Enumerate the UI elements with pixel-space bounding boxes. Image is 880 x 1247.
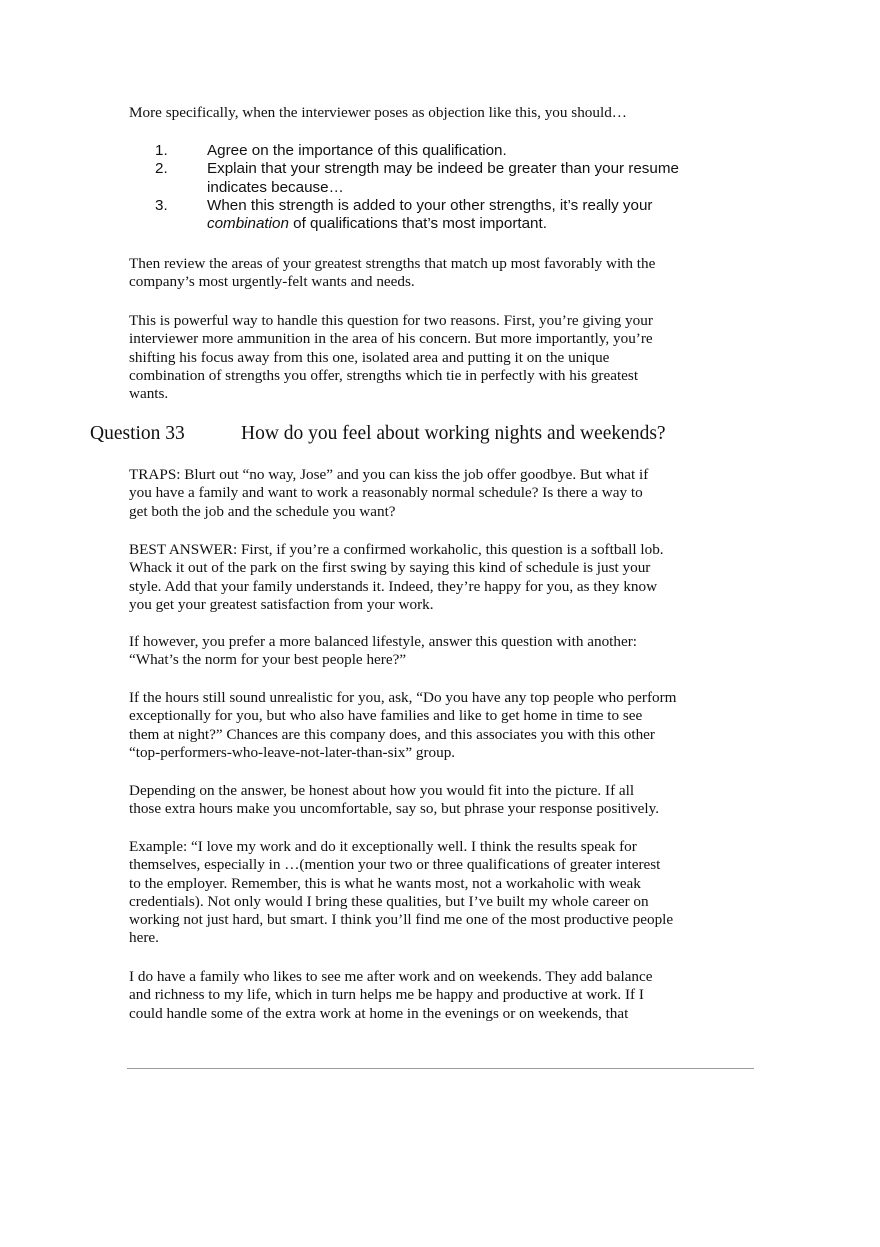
- text-line: combination of strengths you offer, strengths which tie in perfectly with his greatest: [129, 366, 639, 384]
- text-line: company’s most urgently-felt wants and needs.: [129, 273, 415, 291]
- text-line: Whack it out of the park on the first swing by saying this kind of schedule is just your: [129, 559, 651, 577]
- text-line: themselves, especially in …(mention your two or three qualifications of greater interest: [129, 856, 661, 874]
- list-item: [155, 197, 755, 234]
- footer-divider: [127, 1068, 754, 1069]
- text-line: More specifically, when the interviewer poses as objection like this, you should…: [129, 104, 627, 121]
- best-answer-paragraph: [129, 541, 719, 614]
- text-line: Example: “I love my work and do it exceptionally well. I think the results speak for: [129, 838, 637, 855]
- list-text-line: Explain that your strength may be indeed be greater than your resume: [207, 160, 679, 178]
- depending-paragraph: [129, 782, 719, 819]
- text-line: style. Add that your family understands it. Indeed, they’re happy for you, as they know: [129, 577, 658, 595]
- text-line: This is powerful way to handle this question for two reasons. First, you’re giving your: [129, 312, 653, 329]
- list-item: [155, 142, 755, 160]
- traps-paragraph: [129, 466, 719, 521]
- review-paragraph: [129, 255, 719, 292]
- list-number: 3.: [155, 196, 168, 214]
- text-line: I do have a family who likes to see me after work and on weekends. They add balance: [129, 968, 653, 985]
- example-paragraph: [129, 838, 719, 948]
- text-line: BEST ANSWER: First, if you’re a confirmed workaholic, this question is a softball lob.: [129, 541, 664, 558]
- text-line: those extra hours make you uncomfortable, say so, but phrase your response positively.: [129, 800, 660, 818]
- text-line: “What’s the norm for your best people here?”: [129, 651, 407, 669]
- list-text-line: Agree on the importance of this qualification.: [207, 142, 507, 159]
- list-text-line: indicates because…: [207, 178, 344, 196]
- steps-list: [155, 142, 755, 233]
- text-line: credentials). Not only would I bring these qualities, but I’ve built my whole career on: [129, 892, 649, 910]
- text-line: and richness to my life, which in turn helps me be happy and productive at work. If I: [129, 986, 644, 1004]
- text-line: “top-performers-who-leave-not-later-than-six” group.: [129, 743, 456, 761]
- family-paragraph: [129, 968, 719, 1023]
- list-number: 2.: [155, 160, 168, 178]
- text-line: could handle some of the extra work at home in the evenings or on weekends, that: [129, 1004, 629, 1022]
- text-line: get both the job and the schedule you want?: [129, 502, 396, 520]
- powerful-paragraph: [129, 312, 719, 403]
- list-text-line: [207, 215, 755, 233]
- text-line: you have a family and want to work a reasonably normal schedule? Is there a way to: [129, 484, 643, 502]
- list-text-rest: of qualifications that’s most important.: [288, 215, 547, 233]
- text-line: Then review the areas of your greatest strengths that match up most favorably with the: [129, 255, 656, 272]
- text-line: exceptionally for you, but who also have families and like to get home in time to see: [129, 707, 643, 725]
- balanced-paragraph: [129, 633, 719, 670]
- question-title: How do you feel about working nights and weekends?: [241, 423, 666, 444]
- text-line: shifting his focus away from this one, isolated area and putting it on the unique: [129, 348, 610, 366]
- text-line: them at night?” Chances are this company does, and this associates you with this other: [129, 725, 655, 743]
- text-line: Depending on the answer, be honest about how you would fit into the picture. If all: [129, 782, 635, 799]
- text-line: wants.: [129, 385, 169, 403]
- list-item: [155, 160, 755, 197]
- list-text-line: When this strength is added to your other strengths, it’s really your: [207, 196, 653, 214]
- text-line: you get your greatest satisfaction from your work.: [129, 595, 434, 613]
- text-line: here.: [129, 929, 159, 947]
- intro-paragraph: [129, 104, 719, 122]
- question-number: Question 33: [90, 423, 185, 444]
- emphasis-text: combination: [207, 215, 289, 233]
- text-line: If however, you prefer a more balanced lifestyle, answer this question with another:: [129, 633, 637, 650]
- text-line: TRAPS: Blurt out “no way, Jose” and you can kiss the job offer goodbye. But what if: [129, 466, 649, 483]
- text-line: If the hours still sound unrealistic for you, ask, “Do you have any top people who perform: [129, 689, 677, 706]
- list-number: 1.: [155, 142, 168, 159]
- text-line: to the employer. Remember, this is what he wants most, not a workaholic with weak: [129, 874, 641, 892]
- text-line: working not just hard, but smart. I think you’ll find me one of the most productive people: [129, 911, 674, 929]
- text-line: interviewer more ammunition in the area of his concern. But more importantly, you’re: [129, 330, 653, 348]
- unrealistic-paragraph: [129, 689, 719, 762]
